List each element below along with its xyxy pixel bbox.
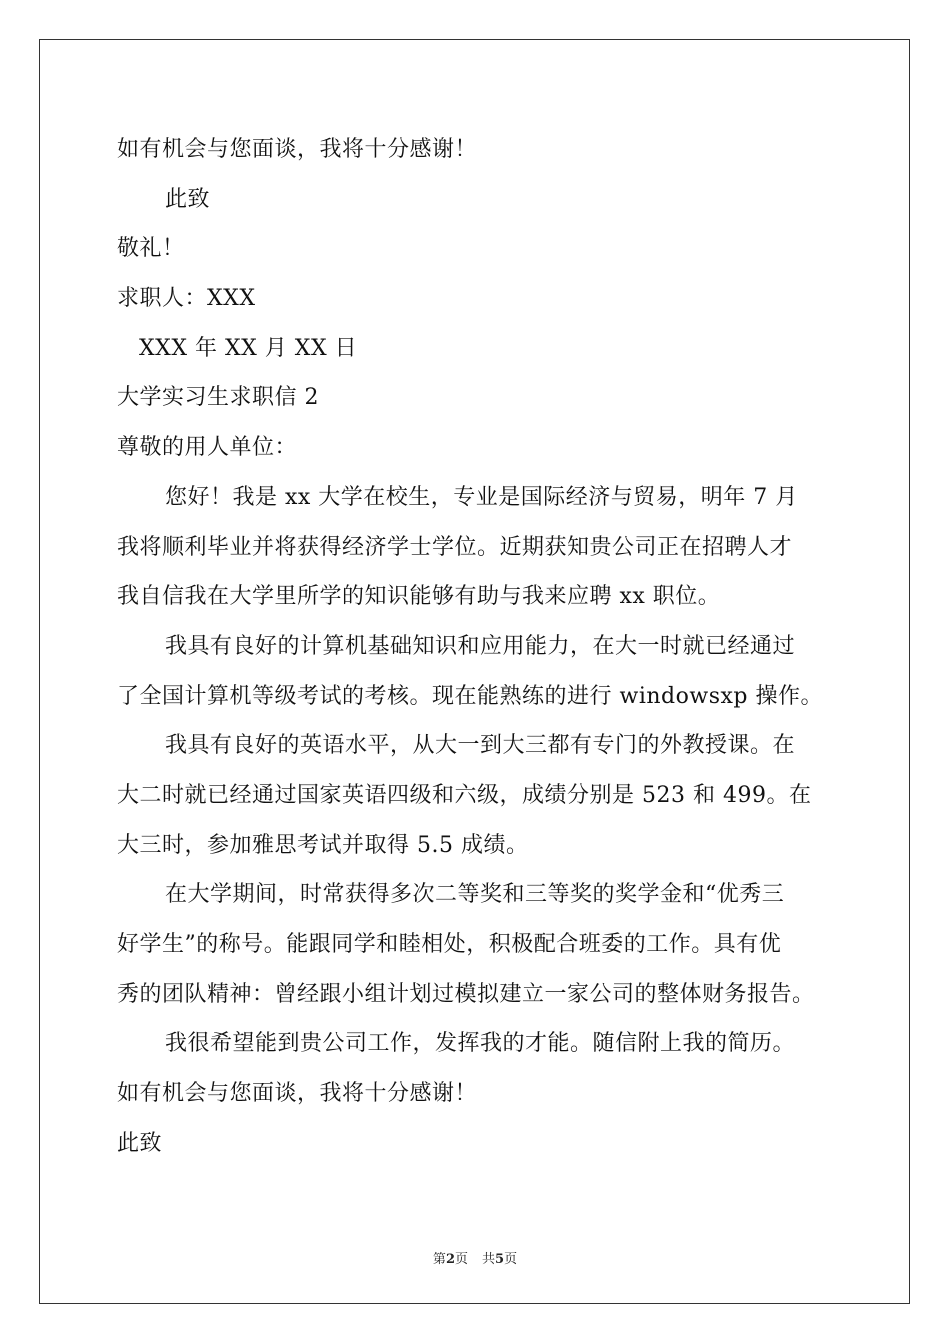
paragraph-line: 我具有良好的英语水平，从大一到大三都有专门的外教授课。在	[165, 733, 796, 759]
paragraph-line: 我具有良好的计算机基础知识和应用能力，在大一时就已经通过	[165, 633, 796, 659]
total-page-number: 5	[495, 1252, 505, 1267]
paragraph-line: 在大学期间，时常获得多次二等奖和三等奖的奖学金和“优秀三	[165, 882, 785, 908]
total-suffix: 页	[504, 1252, 518, 1267]
paragraph-line: 大二时就已经通过国家英语四级和六级，成绩分别是 523 和 499。在	[117, 782, 812, 808]
page-footer	[0, 1248, 950, 1267]
paragraph-line: 好学生”的称号。能跟同学和睦相处，积极配合班委的工作。具有优	[117, 932, 782, 957]
paragraph-line: 秀的团队精神：曾经跟小组计划过模拟建立一家公司的整体财务报告。	[117, 981, 815, 1007]
total-prefix: 共	[482, 1252, 496, 1267]
current-page-number: 2	[445, 1252, 455, 1267]
applicant-signature: 求职人：XXX	[117, 286, 256, 312]
paragraph-line: 如有机会与您面谈，我将十分感谢！	[117, 1081, 478, 1107]
signature-date: XXX 年 XX 月 XX 日	[139, 335, 358, 361]
text-line: 如有机会与您面谈，我将十分感谢！	[117, 137, 478, 162]
document-body	[117, 125, 847, 1168]
paragraph-line: 我自信我在大学里所学的知识能够有助与我来应聘 xx 职位。	[117, 584, 721, 610]
paragraph-line: 我将顺利毕业并将获得经济学士学位。近期获知贵公司正在招聘人才	[117, 534, 793, 560]
paragraph-line: 了全国计算机等级考试的考核。现在能熟练的进行 windowsxp 操作。	[117, 683, 823, 709]
section-title: 大学实习生求职信 2	[117, 385, 319, 411]
paragraph-line: 您好！我是 xx 大学在校生，专业是国际经济与贸易，明年 7 月	[165, 484, 798, 510]
closing-salutation: 此致	[117, 1130, 163, 1156]
closing-regards: 敬礼！	[117, 236, 185, 262]
closing-salutation: 此致	[165, 186, 211, 212]
letter-greeting: 尊敬的用人单位：	[117, 435, 298, 461]
page-suffix: 页	[454, 1252, 468, 1267]
paragraph-line: 我很希望能到贵公司工作，发挥我的才能。随信附上我的简历。	[165, 1031, 796, 1057]
page-prefix: 第	[432, 1252, 446, 1267]
paragraph-line: 大三时，参加雅思考试并取得 5.5 成绩。	[117, 832, 529, 858]
